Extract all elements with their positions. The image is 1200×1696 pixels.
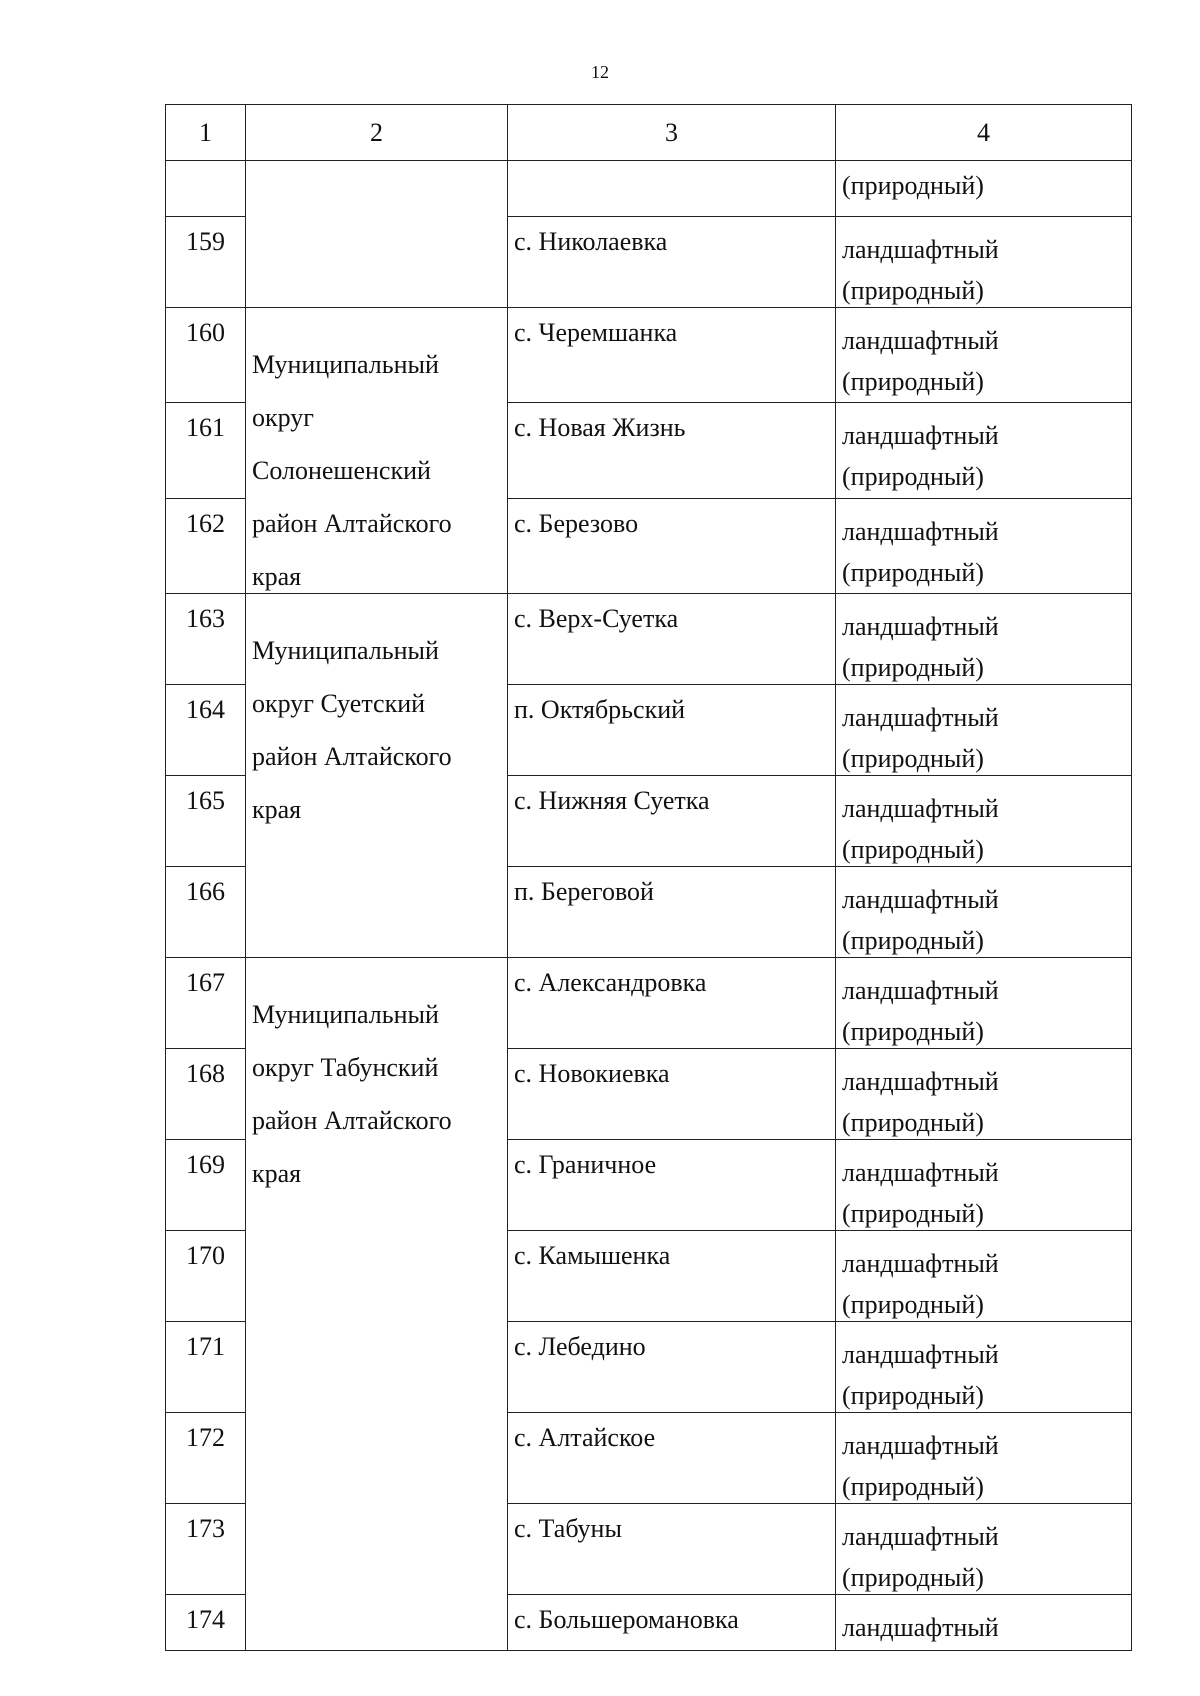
type-cell: [836, 958, 1132, 1049]
row-number: 169: [186, 1150, 225, 1179]
row-number: 173: [186, 1514, 225, 1543]
type-text-line: (природный): [842, 367, 984, 396]
district-cell: [246, 308, 508, 594]
type-text-line: (природный): [842, 1381, 984, 1410]
place-cell: [508, 1231, 836, 1322]
column-header: 3: [508, 105, 836, 161]
place-cell: [508, 1322, 836, 1413]
type-text-line: ландшафтный: [842, 1613, 999, 1642]
district-name-line: округ: [252, 403, 314, 432]
place-name: с. Табуны: [514, 1514, 622, 1543]
row-number-cell: [166, 403, 246, 498]
type-text: [842, 1504, 1125, 1594]
row-number: 163: [186, 604, 225, 633]
type-text-line: (природный): [842, 926, 984, 955]
district-name: [252, 958, 501, 1190]
row-number-cell: [166, 161, 246, 217]
place-cell: [508, 217, 836, 308]
type-text: [842, 308, 1125, 398]
type-cell: [836, 498, 1132, 593]
type-cell: [836, 1322, 1132, 1413]
place-cell: [508, 685, 836, 776]
district-name-line: Муниципальный: [252, 636, 439, 665]
place-name: п. Береговой: [514, 877, 654, 906]
row-number-cell: [166, 1322, 246, 1413]
place-cell: [508, 498, 836, 593]
type-text-line: ландшафтный: [842, 1522, 999, 1551]
table-row: [166, 594, 1132, 685]
type-text: [842, 594, 1125, 684]
row-number: 174: [186, 1605, 225, 1634]
type-cell: [836, 1595, 1132, 1651]
type-cell: [836, 308, 1132, 403]
row-number: 168: [186, 1059, 225, 1088]
table-row-continuation: [166, 161, 1132, 217]
type-cell: [836, 403, 1132, 498]
type-text: [842, 1595, 1125, 1644]
type-text-line: (природный): [842, 1563, 984, 1592]
row-number-cell: [166, 1049, 246, 1140]
type-text-line: ландшафтный: [842, 1340, 999, 1369]
settlements-table: [165, 104, 1132, 1651]
row-number-cell: [166, 1504, 246, 1595]
type-cell: [836, 1504, 1132, 1595]
type-text-line: (природный): [842, 276, 984, 305]
column-header: 1: [166, 105, 246, 161]
column-header: 2: [246, 105, 508, 161]
place-cell: [508, 1504, 836, 1595]
row-number: 166: [186, 877, 225, 906]
type-text-line: ландшафтный: [842, 1067, 999, 1096]
place-name: с. Алтайское: [514, 1423, 656, 1452]
row-number: 165: [186, 786, 225, 815]
type-text-line: (природный): [842, 1108, 984, 1137]
district-name-line: округ Суетский: [252, 689, 426, 718]
place-name: с. Большеромановка: [514, 1605, 739, 1634]
table-row: [166, 958, 1132, 1049]
place-cell: [508, 161, 836, 217]
district-name-line: края: [252, 795, 302, 824]
row-number-cell: [166, 867, 246, 958]
type-cell: [836, 867, 1132, 958]
district-name-line: район Алтайского: [252, 742, 452, 771]
type-text-line: (природный): [842, 1472, 984, 1501]
row-number: 170: [186, 1241, 225, 1270]
type-text-line: ландшафтный: [842, 421, 999, 451]
district-name-line: края: [252, 1159, 302, 1188]
type-cell: [836, 1049, 1132, 1140]
row-number: 160: [186, 318, 225, 347]
row-number-cell: [166, 776, 246, 867]
type-text: [842, 1049, 1125, 1139]
type-text-line: (природный): [842, 744, 984, 773]
row-number: 171: [186, 1332, 225, 1361]
type-text: [842, 1140, 1125, 1230]
column-header: 4: [836, 105, 1132, 161]
district-name: [252, 594, 501, 826]
row-number-cell: [166, 685, 246, 776]
type-text: (природный): [842, 171, 984, 200]
district-name-line: Солонешенский: [252, 456, 431, 485]
district-name-line: Муниципальный: [252, 1000, 439, 1029]
table-row: [166, 308, 1132, 403]
type-text: [842, 1413, 1125, 1503]
row-number: 164: [186, 695, 225, 724]
place-name: с. Черемшанка: [514, 318, 678, 347]
type-text: [842, 776, 1125, 866]
type-cell: [836, 1231, 1132, 1322]
type-text-line: ландшафтный: [842, 794, 999, 823]
type-text-line: ландшафтный: [842, 885, 999, 914]
row-number: 172: [186, 1423, 225, 1452]
type-text: [842, 1322, 1125, 1412]
place-cell: [508, 594, 836, 685]
type-text-line: ландшафтный: [842, 1158, 999, 1187]
type-text: [842, 685, 1125, 775]
place-name: п. Октябрьский: [514, 695, 686, 724]
row-number-cell: [166, 1595, 246, 1651]
page-number: 12: [591, 62, 609, 82]
type-text-line: (природный): [842, 1017, 984, 1046]
row-number: 159: [186, 227, 225, 256]
type-text: [842, 499, 1125, 589]
place-name: с. Граничное: [514, 1150, 657, 1179]
type-text-line: ландшафтный: [842, 612, 999, 641]
row-number-cell: [166, 217, 246, 308]
place-cell: [508, 1140, 836, 1231]
type-text-line: (природный): [842, 1199, 984, 1228]
type-text: [842, 217, 1125, 307]
type-text-line: (природный): [842, 462, 984, 492]
type-text-line: (природный): [842, 835, 984, 864]
place-name: с. Камышенка: [514, 1241, 671, 1270]
row-number-cell: [166, 498, 246, 593]
type-cell: [836, 1140, 1132, 1231]
type-text: [842, 958, 1125, 1048]
row-number-cell: [166, 958, 246, 1049]
type-cell: [836, 594, 1132, 685]
row-number-cell: [166, 1413, 246, 1504]
row-number-cell: [166, 1140, 246, 1231]
type-text-line: ландшафтный: [842, 516, 999, 546]
district-name-line: район Алтайского: [252, 1106, 452, 1135]
place-name: с. Николаевка: [514, 227, 668, 256]
row-number: 162: [186, 508, 225, 538]
place-cell: [508, 776, 836, 867]
place-cell: [508, 403, 836, 498]
place-cell: [508, 1595, 836, 1651]
district-name-line: район Алтайского: [252, 509, 452, 538]
type-cell: [836, 217, 1132, 308]
type-text-line: (природный): [842, 557, 984, 587]
place-name: с. Александровка: [514, 968, 707, 997]
type-text-line: ландшафтный: [842, 326, 999, 355]
district-name: [252, 308, 501, 593]
row-number-cell: [166, 1231, 246, 1322]
type-text: [842, 867, 1125, 957]
type-cell: [836, 776, 1132, 867]
place-cell: [508, 308, 836, 403]
place-name: с. Нижняя Суетка: [514, 786, 710, 815]
place-name: с. Новая Жизнь: [514, 413, 686, 443]
place-cell: [508, 958, 836, 1049]
place-name: с. Новокиевка: [514, 1059, 670, 1088]
district-cell: [246, 594, 508, 958]
district-name-line: Муниципальный: [252, 350, 439, 379]
type-cell: [836, 685, 1132, 776]
district-name-line: края: [252, 562, 302, 591]
type-cell: [836, 1413, 1132, 1504]
place-name: с. Лебедино: [514, 1332, 646, 1361]
type-text-line: (природный): [842, 1290, 984, 1319]
place-cell: [508, 867, 836, 958]
place-name: с. Березово: [514, 508, 639, 538]
type-text-line: ландшафтный: [842, 976, 999, 1005]
row-number-cell: [166, 308, 246, 403]
type-text: [842, 1231, 1125, 1321]
row-number: 161: [186, 413, 225, 443]
place-cell: [508, 1413, 836, 1504]
type-text: [842, 403, 1125, 493]
type-text-line: ландшафтный: [842, 1249, 999, 1278]
type-text-line: (природный): [842, 653, 984, 682]
type-text-line: ландшафтный: [842, 703, 999, 732]
type-text-line: ландшафтный: [842, 1431, 999, 1460]
type-cell: [836, 161, 1132, 217]
place-cell: [508, 1049, 836, 1140]
district-name-line: округ Табунский: [252, 1053, 439, 1082]
type-text-line: ландшафтный: [842, 235, 999, 264]
row-number: 167: [186, 968, 225, 997]
district-cell: [246, 161, 508, 308]
place-name: с. Верх-Суетка: [514, 604, 679, 633]
row-number-cell: [166, 594, 246, 685]
table-header-row: [166, 105, 1132, 161]
district-cell: [246, 958, 508, 1651]
